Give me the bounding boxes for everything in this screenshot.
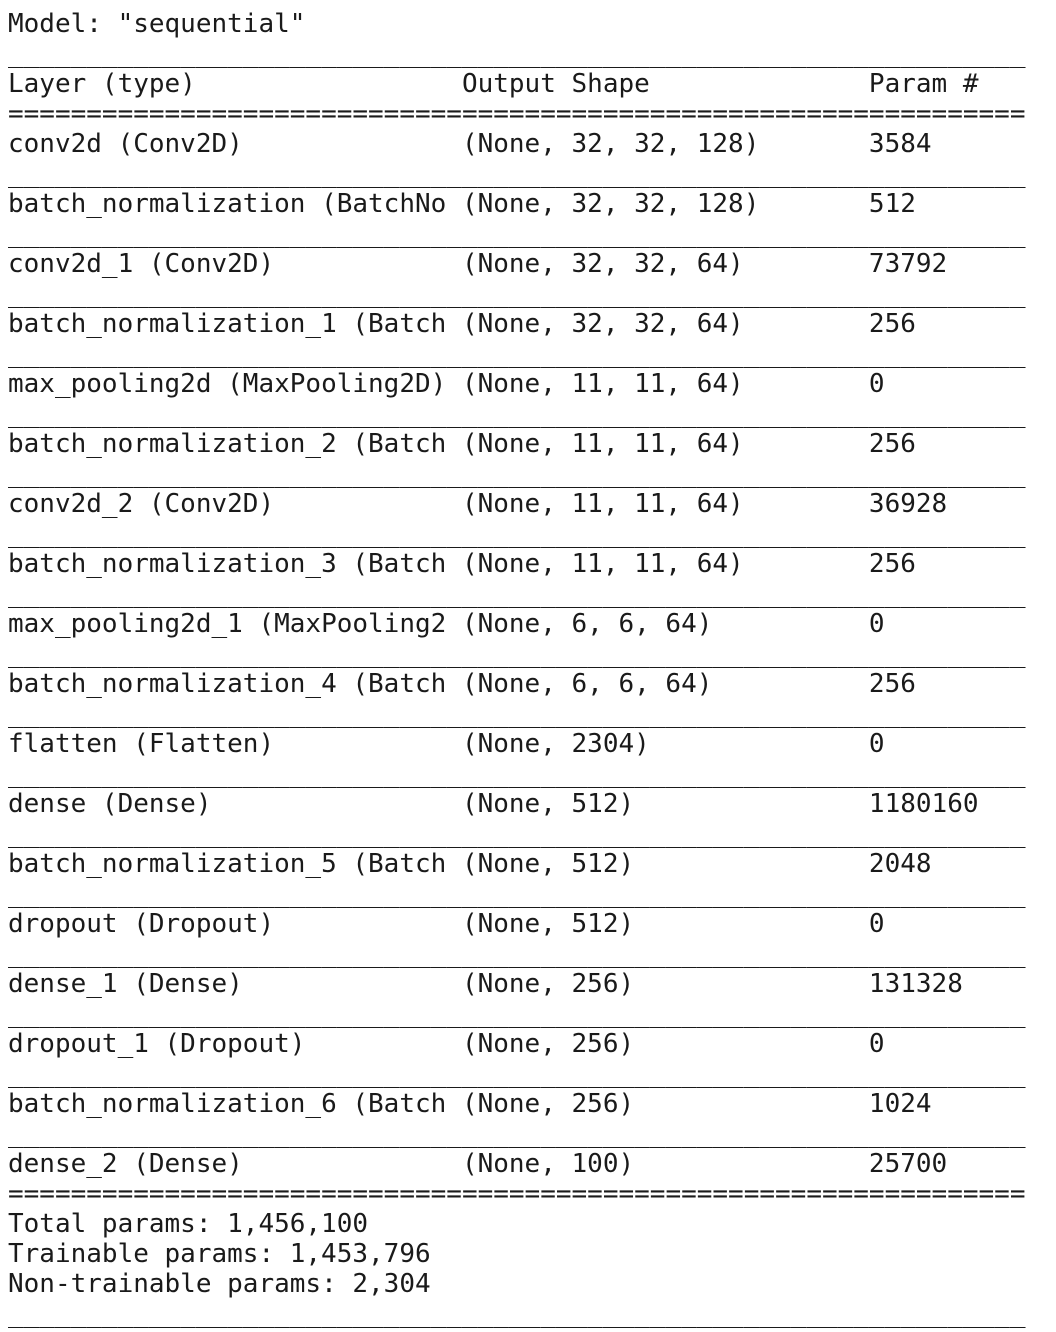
layer-name-cell: batch_normalization (BatchNo: [8, 189, 447, 219]
table-row: [8, 669, 1056, 699]
layer-type-column-header: Layer (type): [8, 69, 196, 99]
row-separator-line: _________________________________________________________________: [8, 279, 1026, 309]
trainable-params-label: Trainable params:: [8, 1239, 275, 1269]
model-label: Model:: [8, 9, 102, 39]
param-count-cell: 0: [868, 369, 885, 399]
non-trainable-params-label: Non-trainable params:: [8, 1269, 337, 1299]
param-count-cell: 0: [868, 1029, 885, 1059]
layer-table-body: [8, 129, 1056, 1179]
layer-name-cell: batch_normalization_6 (Batch: [8, 1089, 447, 1119]
row-separator-line: _________________________________________________________________: [8, 639, 1026, 669]
total-params-line: [8, 1209, 1056, 1239]
layer-name-cell: max_pooling2d_1 (MaxPooling2: [8, 609, 447, 639]
row-separator-line: _________________________________________________________________: [8, 219, 1026, 249]
output-shape-cell: (None, 256): [461, 969, 635, 999]
output-shape-cell: (None, 2304): [461, 729, 650, 759]
table-row: [8, 489, 1056, 519]
param-count-cell: 0: [868, 609, 885, 639]
layer-name-cell: batch_normalization_1 (Batch: [8, 309, 447, 339]
total-params-label: Total params:: [8, 1209, 212, 1239]
table-row: [8, 429, 1056, 459]
param-count-cell: 256: [868, 549, 916, 579]
output-shape-cell: (None, 6, 6, 64): [461, 669, 713, 699]
param-count-cell: 0: [868, 729, 885, 759]
param-count-cell: 256: [868, 669, 916, 699]
output-shape-cell: (None, 32, 32, 64): [461, 309, 744, 339]
table-row: [8, 609, 1056, 639]
output-shape-cell: (None, 32, 32, 128): [461, 129, 760, 159]
table-row: [8, 549, 1056, 579]
table-row: [8, 729, 1056, 759]
param-count-column-header: Param #: [868, 69, 979, 99]
row-separator-line: _________________________________________________________________: [8, 339, 1026, 369]
layer-name-cell: batch_normalization_4 (Batch: [8, 669, 447, 699]
param-count-cell: 1024: [868, 1089, 932, 1119]
param-count-cell: 25700: [868, 1149, 948, 1179]
row-separator-line: _________________________________________________________________: [8, 399, 1026, 429]
row-separator-line: _________________________________________________________________: [8, 1119, 1026, 1149]
table-row: [8, 309, 1056, 339]
table-row: [8, 789, 1056, 819]
param-count-cell: 73792: [868, 249, 948, 279]
layer-name-cell: dense_2 (Dense): [8, 1149, 243, 1179]
layer-name-cell: batch_normalization_2 (Batch: [8, 429, 447, 459]
param-count-cell: 2048: [868, 849, 932, 879]
layer-name-cell: batch_normalization_5 (Batch: [8, 849, 447, 879]
output-shape-cell: (None, 11, 11, 64): [461, 489, 744, 519]
output-shape-cell: (None, 100): [461, 1149, 635, 1179]
param-count-cell: 512: [868, 189, 916, 219]
output-shape-cell: (None, 256): [461, 1029, 635, 1059]
model-name: "sequential": [117, 9, 306, 39]
row-separator-line: _________________________________________________________________: [8, 459, 1026, 489]
non-trainable-params-value: 2,304: [352, 1269, 431, 1299]
row-separator-line: _________________________________________________________________: [8, 579, 1026, 609]
param-count-cell: 1180160: [868, 789, 979, 819]
output-shape-column-header: Output Shape: [461, 69, 650, 99]
output-shape-cell: (None, 32, 32, 64): [461, 249, 744, 279]
output-shape-cell: (None, 11, 11, 64): [461, 429, 744, 459]
row-separator-line: _________________________________________________________________: [8, 759, 1026, 789]
table-row: [8, 369, 1056, 399]
layer-name-cell: flatten (Flatten): [8, 729, 275, 759]
layer-name-cell: max_pooling2d (MaxPooling2D): [8, 369, 447, 399]
table-row: [8, 1029, 1056, 1059]
param-count-cell: 3584: [868, 129, 932, 159]
output-shape-cell: (None, 256): [461, 1089, 635, 1119]
output-shape-cell: (None, 11, 11, 64): [461, 369, 744, 399]
table-row: [8, 1149, 1056, 1179]
top-separator-line: _________________________________________________________________: [8, 39, 1026, 69]
output-shape-cell: (None, 512): [461, 909, 635, 939]
layer-name-cell: dropout_1 (Dropout): [8, 1029, 306, 1059]
table-row: [8, 909, 1056, 939]
param-count-cell: 256: [868, 429, 916, 459]
layer-name-cell: dense_1 (Dense): [8, 969, 243, 999]
header-separator-line: =================================================================: [8, 99, 1026, 129]
row-separator-line: _________________________________________________________________: [8, 159, 1026, 189]
param-count-cell: 256: [868, 309, 916, 339]
row-separator-line: _________________________________________________________________: [8, 819, 1026, 849]
model-title-line: [8, 9, 1056, 39]
table-end-separator-line: =================================================================: [8, 1179, 1026, 1209]
param-count-cell: 36928: [868, 489, 948, 519]
output-shape-cell: (None, 32, 32, 128): [461, 189, 760, 219]
non-trainable-params-line: [8, 1269, 1056, 1299]
layer-name-cell: dropout (Dropout): [8, 909, 275, 939]
table-row: [8, 189, 1056, 219]
layer-name-cell: batch_normalization_3 (Batch: [8, 549, 447, 579]
row-separator-line: _________________________________________________________________: [8, 999, 1026, 1029]
table-row: [8, 129, 1056, 159]
layer-name-cell: dense (Dense): [8, 789, 212, 819]
param-count-cell: 0: [868, 909, 885, 939]
row-separator-line: _________________________________________________________________: [8, 879, 1026, 909]
table-row: [8, 849, 1056, 879]
table-header-row: [8, 69, 1056, 99]
table-row: [8, 1089, 1056, 1119]
row-separator-line: _________________________________________________________________: [8, 699, 1026, 729]
output-shape-cell: (None, 512): [461, 849, 635, 879]
output-shape-cell: (None, 6, 6, 64): [461, 609, 713, 639]
row-separator-line: _________________________________________________________________: [8, 939, 1026, 969]
table-row: [8, 249, 1056, 279]
layer-name-cell: conv2d (Conv2D): [8, 129, 243, 159]
trainable-params-line: [8, 1239, 1056, 1269]
row-separator-line: _________________________________________________________________: [8, 1059, 1026, 1089]
param-count-cell: 131328: [868, 969, 963, 999]
row-separator-line: _________________________________________________________________: [8, 519, 1026, 549]
output-shape-cell: (None, 512): [461, 789, 635, 819]
output-shape-cell: (None, 11, 11, 64): [461, 549, 744, 579]
table-row: [8, 969, 1056, 999]
total-params-value: 1,456,100: [227, 1209, 369, 1239]
layer-name-cell: conv2d_1 (Conv2D): [8, 249, 275, 279]
layer-name-cell: conv2d_2 (Conv2D): [8, 489, 275, 519]
final-separator-line: _________________________________________________________________: [8, 1299, 1026, 1329]
trainable-params-value: 1,453,796: [289, 1239, 431, 1269]
